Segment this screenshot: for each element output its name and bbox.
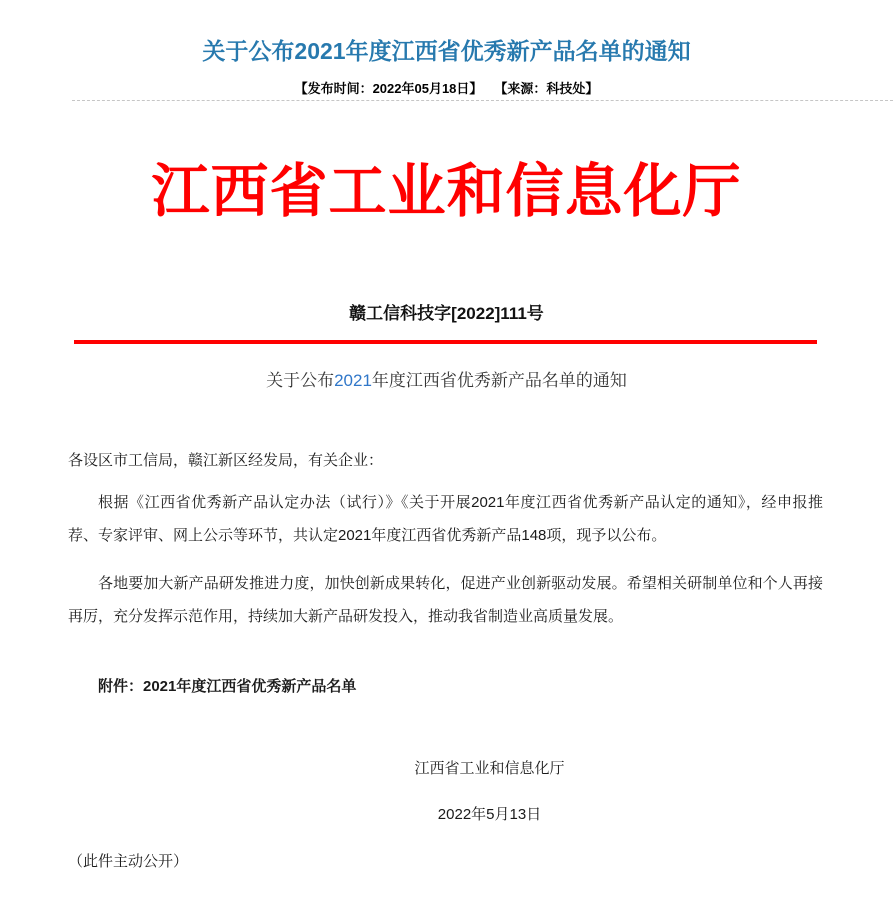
notice-title-suffix: 年度江西省优秀新产品名单的通知 <box>371 371 627 390</box>
notice-page <box>0 36 893 873</box>
doc-number: 赣工信科技字[2022]111号 <box>349 304 544 323</box>
dashed-divider <box>72 100 893 101</box>
red-divider <box>74 340 817 344</box>
page-title: 关于公布2021年度江西省优秀新产品名单的通知 <box>202 38 691 64</box>
disclosure-note: （此件主动公开） <box>68 853 189 870</box>
publish-time-label: 【发布时间：2022年05月18日】 <box>294 81 483 96</box>
salutation: 各设区市工信局，赣江新区经发局，有关企业： <box>68 452 384 469</box>
signature-block <box>68 759 823 825</box>
signature: 江西省工业和信息化厅 <box>414 760 565 777</box>
signature-date: 2022年5月13日 <box>437 806 542 823</box>
letterhead: 江西省工业和信息化厅 <box>151 159 742 224</box>
notice-title-highlight: 2021 <box>334 371 372 390</box>
attachment-link[interactable]: 附件：2021年度江西省优秀新产品名单 <box>98 678 357 695</box>
notice-title-prefix: 关于公布 <box>266 371 335 390</box>
body-paragraph-2: 各地要加大新产品研发推进力度，加快创新成果转化，促进产业创新驱动发展。希望相关研制单位和个人再接再厉，充分发挥示范作用，持续加大新产品研发投入，推动我省制造业高质量发展。 <box>68 575 823 625</box>
notice-title <box>0 371 893 391</box>
body-paragraph-1: 根据《江西省优秀新产品认定办法（试行）》《关于开展2021年度江西省优秀新产品认定的通知》，经申报推荐、专家评审、网上公示等环节，共认定2021年度江西省优秀新产品148项，现予以公布。 <box>68 494 823 544</box>
notice-body <box>68 451 823 873</box>
source-label: 【来源：科技处】 <box>494 81 599 96</box>
meta-bar <box>0 81 893 96</box>
